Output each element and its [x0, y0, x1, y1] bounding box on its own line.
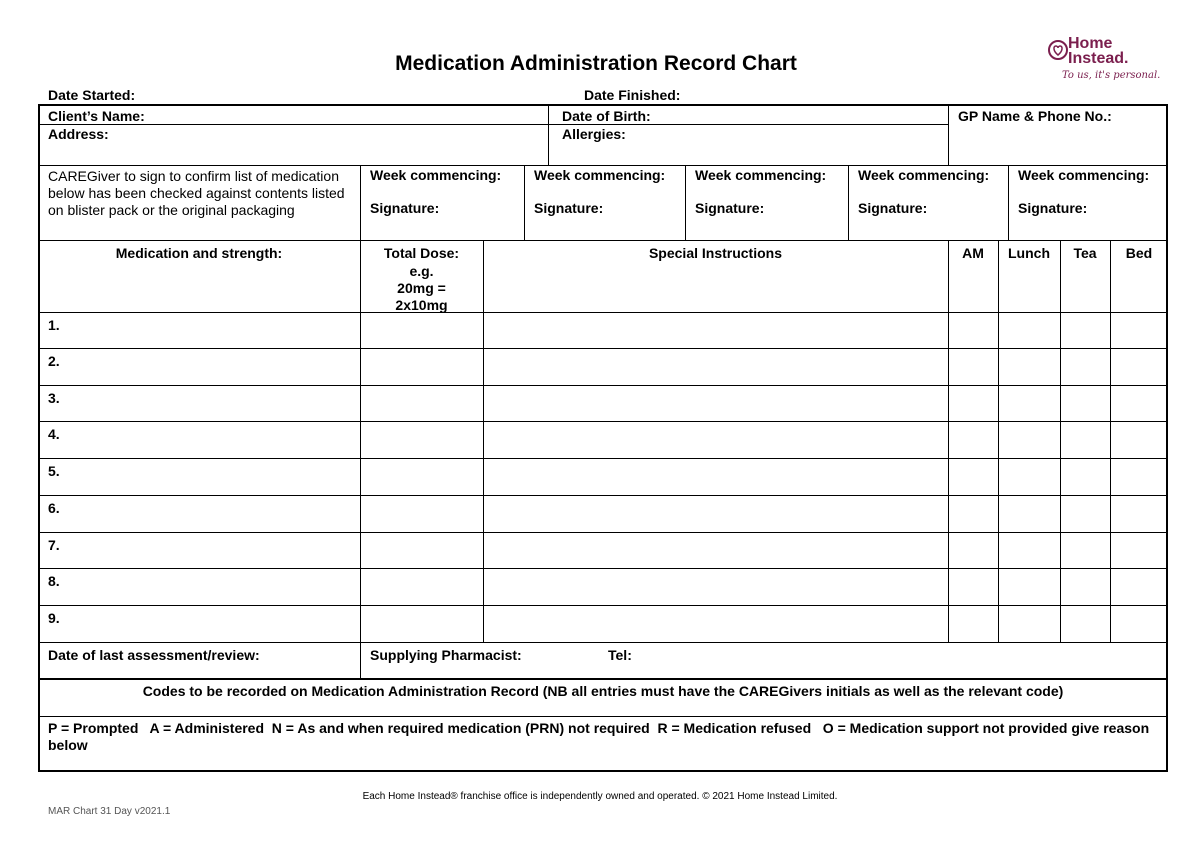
client-name-label: Client’s Name:	[48, 108, 145, 124]
week-3-signature: Signature:	[695, 200, 765, 216]
dose-header-line-1: Total Dose:	[383, 245, 460, 261]
dose-header-line-2: e.g.	[409, 263, 434, 279]
table-row: 4.	[48, 426, 60, 442]
week-4-commencing: Week commencing:	[858, 167, 990, 183]
table-row: 6.	[48, 500, 60, 516]
table-row: 9.	[48, 610, 60, 626]
caregiver-note: CAREGiver to sign to confirm list of medication below has been checked against contents listed on blister pack or the original packaging	[48, 168, 345, 218]
week-5-signature: Signature:	[1018, 200, 1088, 216]
table-row: 7.	[48, 537, 60, 553]
codes-text: P = Prompted A = Administered N = As and when required medication (PRN) not required R = Medication refused O = Medication support not provided give reason below	[48, 720, 1154, 753]
version-label: MAR Chart 31 Day v2021.1	[48, 806, 171, 817]
date-of-birth-label: Date of Birth:	[562, 108, 651, 124]
week-1-commencing: Week commencing:	[370, 167, 502, 183]
dose-header-line-3: 20mg =	[397, 280, 446, 296]
page-title: Medication Administration Record Chart	[395, 52, 797, 75]
week-2-signature: Signature:	[534, 200, 604, 216]
heart-house-icon	[1048, 38, 1068, 62]
logo-line-2: Instead.	[1068, 50, 1129, 67]
medication-column-header: Medication and strength:	[115, 245, 283, 261]
table-row: 8.	[48, 573, 60, 589]
footer-notice: Each Home Instead® franchise office is independently owned and operated. © 2021 Home Instead Limited.	[362, 791, 838, 802]
table-row: 3.	[48, 390, 60, 406]
gp-label: GP Name & Phone No.:	[958, 108, 1112, 124]
bed-header: Bed	[1125, 245, 1153, 261]
table-row: 2.	[48, 353, 60, 369]
week-3-commencing: Week commencing:	[695, 167, 827, 183]
pharmacist-label: Supplying Pharmacist:	[370, 647, 522, 663]
codes-heading: Codes to be recorded on Medication Administration Record (NB all entries must have the CAREGivers initials as well as the relevant code)	[142, 683, 1064, 699]
tea-header: Tea	[1073, 245, 1097, 261]
week-2-commencing: Week commencing:	[534, 167, 666, 183]
week-1-signature: Signature:	[370, 200, 440, 216]
address-label: Address:	[48, 126, 109, 142]
last-assessment-label: Date of last assessment/review:	[48, 647, 260, 663]
dose-header-line-4: 2x10mg	[395, 297, 448, 313]
tel-label: Tel:	[608, 647, 632, 663]
allergies-label: Allergies:	[562, 126, 626, 142]
week-4-signature: Signature:	[858, 200, 928, 216]
home-instead-logo	[1048, 35, 1161, 84]
special-instructions-header: Special Instructions	[648, 245, 783, 261]
logo-tagline: To us, it's personal.	[1062, 70, 1161, 81]
lunch-header: Lunch	[1008, 245, 1050, 261]
table-row: 1.	[48, 317, 60, 333]
week-5-commencing: Week commencing:	[1018, 167, 1150, 183]
logo-line-1: Home	[1068, 35, 1113, 52]
date-started-label: Date Started:	[48, 87, 136, 103]
table-row: 5.	[48, 463, 60, 479]
am-header: AM	[962, 245, 984, 261]
date-finished-label: Date Finished:	[584, 87, 681, 103]
